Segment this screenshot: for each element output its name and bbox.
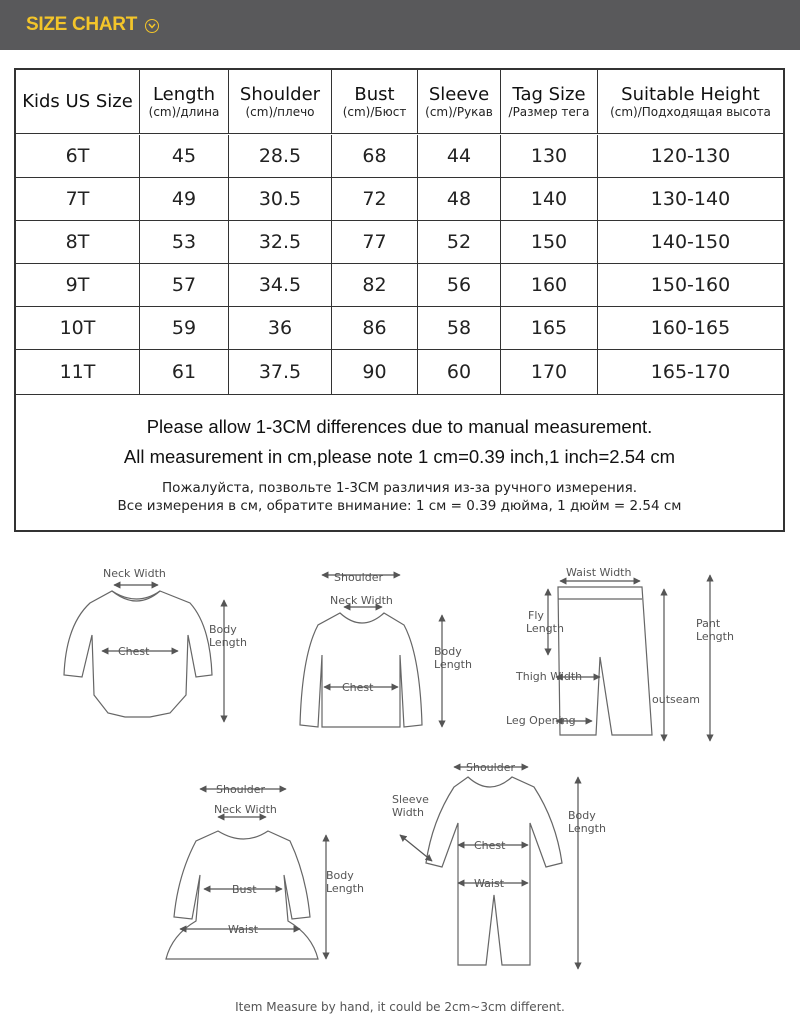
table-row (16, 264, 783, 307)
pants-length-label: Length (696, 630, 734, 643)
table-cell: 130 (501, 135, 598, 177)
table-header-row (16, 70, 783, 134)
pants-outseam-label: outseam (652, 693, 700, 706)
table-cell: 58 (418, 307, 501, 349)
table-cell: 11T (16, 350, 140, 394)
header-cell (16, 70, 140, 133)
table-cell: 140 (501, 178, 598, 220)
bodysuit-body-label: Body (209, 623, 237, 636)
header-sublabel: (cm)/Подходящая высота (610, 105, 771, 119)
header-label: Sleeve (428, 84, 490, 105)
header-cell (229, 70, 332, 133)
pants-pant-label: Pant (696, 617, 721, 630)
table-cell: 49 (140, 178, 229, 220)
table-cell: 68 (332, 135, 418, 177)
romper-body-label: Body (568, 809, 596, 822)
header-sublabel: /Размер тега (508, 105, 590, 119)
dress-shoulder-label: Shoulder (216, 783, 265, 796)
header-sublabel: (cm)/Рукав (425, 105, 493, 119)
table-row (16, 350, 783, 395)
diagram-canvas (0, 545, 800, 995)
tshirt-body-label: Body (434, 645, 462, 658)
romper-waist-label: Waist (474, 877, 505, 890)
table-cell: 150-160 (650, 274, 731, 296)
table-cell: 56 (418, 264, 501, 306)
bodysuit-length-label: Length (209, 636, 247, 649)
header-label: Bust (354, 84, 395, 105)
table-cell: 44 (418, 135, 501, 177)
table-cell: 120-130 (650, 145, 731, 167)
page-title: SIZE CHART (26, 14, 138, 35)
header-cell (598, 70, 783, 133)
romper-sleeve-width-label: Width (392, 806, 424, 819)
header-label: Kids US Size (22, 91, 133, 112)
table-cell: 165 (501, 307, 598, 349)
table-row (16, 135, 783, 178)
table-cell: 160-165 (650, 317, 731, 339)
table-cell: 130-140 (650, 188, 731, 210)
pants-fly-label: Fly (528, 609, 544, 622)
table-cell: 7T (16, 178, 140, 220)
header-sublabel: (cm)/Бюст (342, 105, 407, 119)
table-cell: 53 (140, 221, 229, 263)
table-cell: 37.5 (229, 350, 332, 394)
tshirt-neck-label: Neck Width (330, 594, 393, 607)
size-table (14, 68, 785, 532)
romper-length-label: Length (568, 822, 606, 835)
pants-waist-label: Waist Width (566, 566, 632, 579)
size-grid (16, 70, 783, 395)
table-cell: 86 (332, 307, 418, 349)
header-label: Suitable Height (621, 84, 760, 105)
romper-chest-label: Chest (474, 839, 506, 852)
table-cell: 32.5 (229, 221, 332, 263)
tshirt-shoulder-label: Shoulder (334, 571, 383, 584)
table-cell: 165-170 (650, 361, 731, 383)
table-cell: 60 (418, 350, 501, 394)
table-cell: 45 (140, 135, 229, 177)
header-sublabel: (cm)/плечо (245, 105, 315, 119)
table-cell: 170 (501, 350, 598, 394)
table-cell: 28.5 (229, 135, 332, 177)
pants-thigh-label: Thigh Width (516, 670, 583, 683)
table-row (16, 178, 783, 221)
romper-sleeve-label: Sleeve (392, 793, 429, 806)
pants-leg-label: Leg Opening (506, 714, 576, 727)
measurement-diagrams (0, 545, 800, 995)
table-cell: 57 (140, 264, 229, 306)
dress-body-label: Body (326, 869, 354, 882)
table-cell: 6T (16, 135, 140, 177)
note-russian-2: Все измерения в см, обратите внимание: 1 см = 0.39 дюйма, 1 дюйм = 2.54 см (117, 498, 682, 514)
header-label: Tag Size (512, 84, 586, 105)
table-cell: 59 (140, 307, 229, 349)
table-cell: 140-150 (650, 231, 731, 253)
table-cell: 72 (332, 178, 418, 220)
table-cell: 82 (332, 264, 418, 306)
table-cell: 10T (16, 307, 140, 349)
bodysuit-neck-label: Neck Width (103, 567, 166, 580)
footer-note: Item Measure by hand, it could be 2cm~3cm different. (235, 1000, 565, 1014)
table-cell: 150 (501, 221, 598, 263)
table-cell: 34.5 (229, 264, 332, 306)
tshirt-length-label: Length (434, 658, 472, 671)
note-english-2: All measurement in cm,please note 1 cm=0.39 inch,1 inch=2.54 cm (123, 446, 676, 467)
table-cell: 52 (418, 221, 501, 263)
header-sublabel: (cm)/длина (148, 105, 220, 119)
dress-length-label: Length (326, 882, 364, 895)
header-cell (332, 70, 418, 133)
table-cell: 36 (229, 307, 332, 349)
header-label: Shoulder (239, 84, 321, 105)
table-cell: 61 (140, 350, 229, 394)
header-cell (501, 70, 598, 133)
table-cell: 90 (332, 350, 418, 394)
measurement-notes (16, 396, 783, 530)
header-cell (140, 70, 229, 133)
table-row (16, 307, 783, 350)
dress-neck-label: Neck Width (214, 803, 277, 816)
romper-shoulder-label: Shoulder (466, 761, 515, 774)
size-chart-header (0, 0, 800, 50)
table-cell: 160 (501, 264, 598, 306)
bodysuit-chest-label: Chest (118, 645, 150, 658)
dress-bust-label: Bust (232, 883, 257, 896)
table-cell: 30.5 (229, 178, 332, 220)
table-cell: 77 (332, 221, 418, 263)
pants-fly-length-label: Length (526, 622, 564, 635)
note-english-1: Please allow 1-3CM differences due to manual measurement. (146, 416, 653, 437)
chevron-down-icon[interactable] (145, 19, 159, 33)
header-cell (418, 70, 501, 133)
table-cell: 9T (16, 264, 140, 306)
table-cell: 48 (418, 178, 501, 220)
table-cell: 8T (16, 221, 140, 263)
tshirt-chest-label: Chest (342, 681, 374, 694)
dress-waist-label: Waist (228, 923, 259, 936)
table-row (16, 221, 783, 264)
header-label: Length (152, 84, 216, 105)
note-russian-1: Пожалуйста, позвольте 1-3CM различия из-за ручного измерения. (161, 480, 638, 496)
